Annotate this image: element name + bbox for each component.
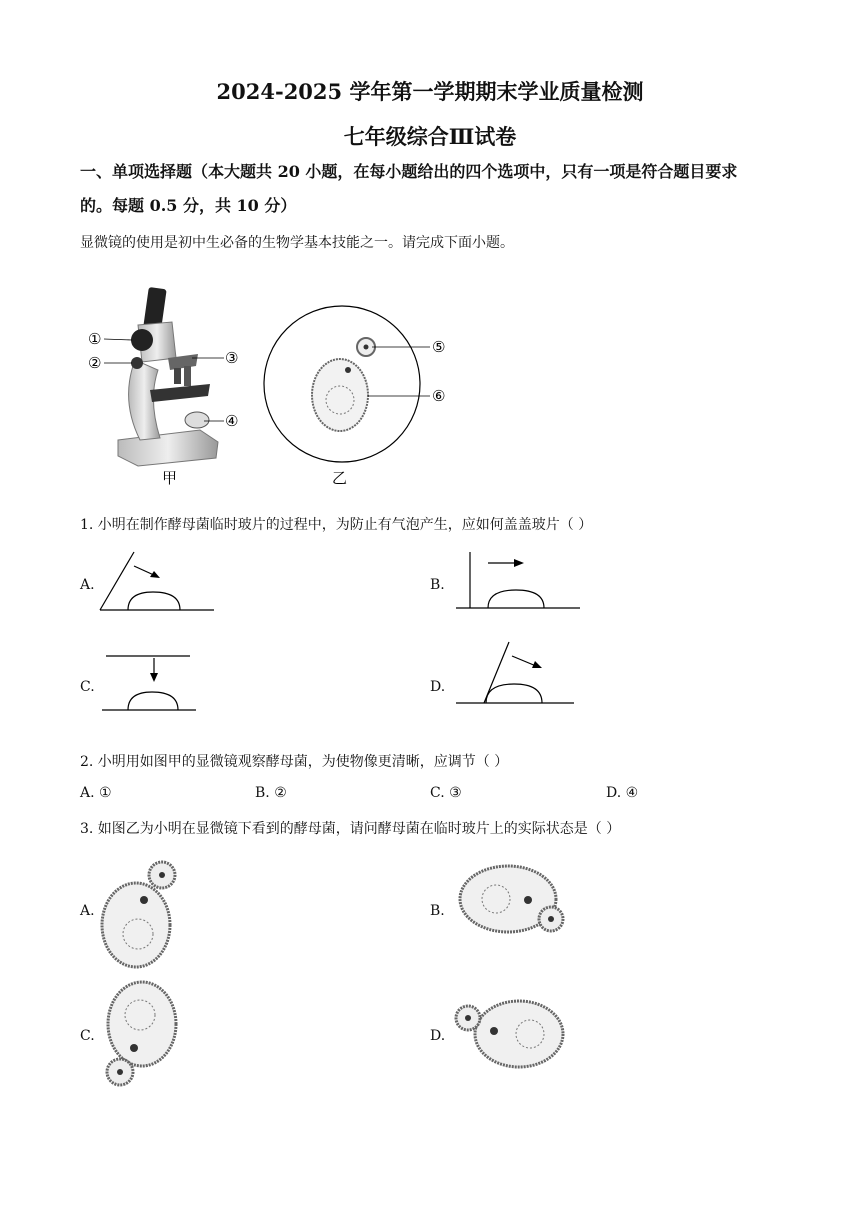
q3-option-a[interactable]: A. xyxy=(80,903,95,919)
section-heading-line2: 的。每题 0.5 分，共 10 分） xyxy=(80,196,297,215)
q3-yeast-d xyxy=(452,994,567,1074)
yeast-field-figure xyxy=(280,305,460,490)
q1-option-a[interactable]: A. xyxy=(80,577,95,593)
q2-option-c[interactable]: C. ③ xyxy=(430,785,462,801)
q2-option-b[interactable]: B. ② xyxy=(255,785,287,801)
question-2-stem: 2. 小明用如图甲的显微镜观察酵母菌，为使物像更清晰，应调节（ ） xyxy=(80,754,509,770)
label-6: ⑥ xyxy=(432,387,446,405)
exam-title: 2024-2025 学年第一学期期末学业质量检测 xyxy=(216,79,644,104)
q1-diagram-a xyxy=(98,550,218,616)
q3-yeast-a xyxy=(98,858,188,970)
q2-option-a[interactable]: A. ① xyxy=(80,785,112,801)
q2-option-d[interactable]: D. ④ xyxy=(606,785,639,801)
label-5: ⑤ xyxy=(432,338,446,356)
q1-diagram-d xyxy=(454,640,579,708)
q1-option-b[interactable]: B. xyxy=(430,577,445,593)
question-1-stem: 1. 小明在制作酵母菌临时玻片的过程中，为防止有气泡产生，应如何盖盖玻片（ ） xyxy=(80,517,593,533)
label-1: ① xyxy=(88,330,102,348)
caption-yi: 乙 xyxy=(332,469,348,487)
q3-option-c[interactable]: C. xyxy=(80,1028,95,1044)
q3-yeast-c xyxy=(100,980,185,1092)
q3-yeast-b xyxy=(456,862,576,942)
microscope-figure xyxy=(80,280,260,490)
label-4: ④ xyxy=(225,412,239,430)
label-3: ③ xyxy=(225,349,239,367)
caption-jia: 甲 xyxy=(162,469,178,487)
q1-option-d[interactable]: D. xyxy=(430,679,446,695)
q3-option-d[interactable]: D. xyxy=(430,1028,446,1044)
label-2: ② xyxy=(88,354,102,372)
question-3-stem: 3. 如图乙为小明在显微镜下看到的酵母菌，请问酵母菌在临时玻片上的实际状态是（ ） xyxy=(80,821,621,837)
q1-diagram-b xyxy=(454,548,584,614)
section-heading-line1: 一、单项选择题（本大题共 20 小题，在每小题给出的四个选项中，只有一项是符合题目要求 xyxy=(80,162,738,181)
section-intro: 显微镜的使用是初中生必备的生物学基本技能之一。请完成下面小题。 xyxy=(80,235,514,251)
exam-subtitle: 七年级综合Ⅲ试卷 xyxy=(343,124,517,149)
section-heading xyxy=(80,155,790,223)
q1-option-c[interactable]: C. xyxy=(80,679,95,695)
q1-diagram-c xyxy=(100,650,200,716)
q3-option-b[interactable]: B. xyxy=(430,903,445,919)
